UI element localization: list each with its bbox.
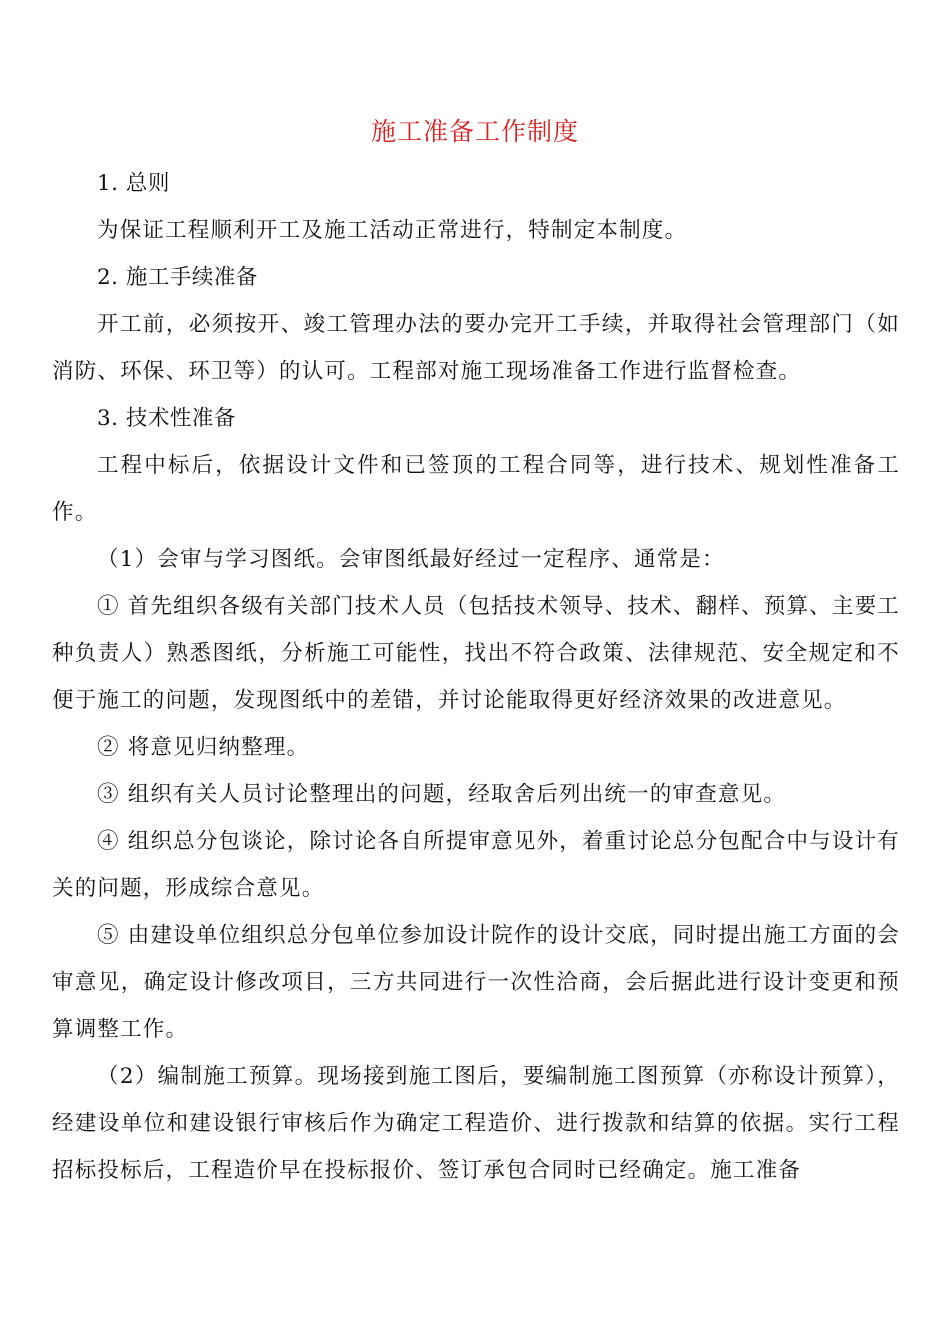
- section-heading-procedures: 2. 施工手续准备: [97, 265, 258, 290]
- paragraph-purpose: 为保证工程顺利开工及施工活动正常进行，特制定本制度。: [97, 218, 688, 243]
- document-body: [52, 160, 900, 1194]
- paragraph-drawing-review: （1）会审与学习图纸。会审图纸最好经过一定程序、通常是：: [97, 547, 725, 572]
- paragraph-procedures: 开工前，必须按开、竣工管理办法的要办完开工手续，并取得社会管理部门（如消防、环保、环卫等）的认可。工程部对施工现场准备工作进行监督检查。: [52, 312, 900, 384]
- list-item-step-2: ② 将意见归纳整理。: [97, 735, 310, 760]
- paragraph-technical: 工程中标后，依据设计文件和已签顶的工程合同等，进行技术、规划性准备工作。: [52, 453, 900, 525]
- section-heading-general: 1. 总则: [97, 171, 170, 196]
- list-item-step-1: ① 首先组织各级有关部门技术人员（包括技术领导、技术、翻样、预算、主要工种负责人）熟悉图纸，分析施工可能性，找出不符合政策、法律规范、安全规定和不便于施工的问题，发现图纸中的差错，并讨论能取得更好经济效果的改进意见。: [52, 594, 900, 713]
- list-item-step-4: ④ 组织总分包谈论，除讨论各自所提审意见外，着重讨论总分包配合中与设计有关的问题，形成综合意见。: [52, 829, 900, 901]
- paragraph-budget: （2）编制施工预算。现场接到施工图后，要编制施工图预算（亦称设计预算），经建设单位和建设银行审核后作为确定工程造价、进行拨款和结算的依据。实行工程招标投标后，工程造价早在投标报价、签订承包合同时已经确定。施工准备: [52, 1064, 900, 1183]
- list-item-step-3: ③ 组织有关人员讨论整理出的问题，经取舍后列出统一的审查意见。: [97, 782, 787, 807]
- section-heading-technical: 3. 技术性准备: [97, 406, 236, 431]
- list-item-step-5: ⑤ 由建设单位组织总分包单位参加设计院作的设计交底，同时提出施工方面的会审意见，确定设计修改项目，三方共同进行一次性洽商，会后据此进行设计变更和预算调整工作。: [52, 923, 900, 1042]
- document-title: 施工准备工作制度: [370, 117, 579, 146]
